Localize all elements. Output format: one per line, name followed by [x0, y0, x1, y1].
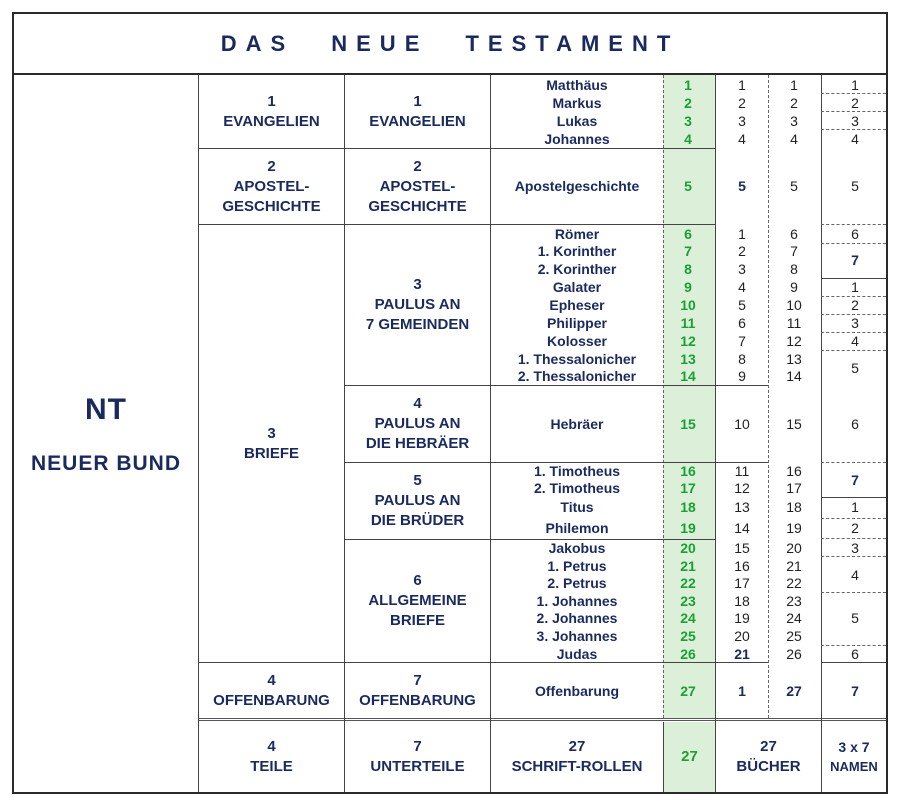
subgroup-num: 4	[413, 395, 422, 412]
subgroup-num: 1	[413, 92, 422, 110]
subgroup-evangelien	[345, 75, 490, 148]
nt-label: NEUER BUND	[30, 451, 181, 475]
book-number: 4	[684, 131, 692, 147]
count-col-3: 4	[851, 131, 859, 147]
page-title: DAS NEUE TESTAMENT	[220, 31, 680, 56]
subgroup-num: 6	[413, 572, 422, 589]
subgroup-label: APOSTEL-	[379, 177, 456, 195]
book-name: 3. Johannes	[536, 628, 618, 644]
book-number: 19	[680, 520, 696, 536]
book-number: 1	[684, 77, 692, 93]
count-col-3: 3	[851, 113, 859, 129]
footer-teile	[199, 722, 344, 792]
col-divider-7	[821, 75, 822, 792]
count-col-3: 5	[851, 360, 859, 376]
book-name: Judas	[556, 646, 598, 662]
footer-label: NAMEN	[830, 759, 878, 774]
footer-green	[664, 722, 715, 792]
group-offenbarung	[199, 663, 344, 718]
count-col-2: 13	[786, 351, 802, 367]
book-name: Epheser	[549, 297, 605, 313]
count-col-3: 5	[851, 610, 859, 626]
book-name: Galater	[552, 279, 602, 295]
book-number: 8	[684, 261, 692, 277]
book-number: 10	[680, 297, 696, 313]
count-col-1: 12	[734, 480, 750, 496]
footer-label: UNTERTEILE	[370, 758, 465, 775]
group-num: 2	[267, 157, 276, 175]
footer-num: 27	[681, 748, 698, 765]
footer-rollen	[491, 722, 663, 792]
book-number: 15	[680, 416, 696, 432]
book-name: Philipper	[547, 315, 607, 331]
footer-num: 7	[413, 738, 422, 755]
count-col-1: 1	[738, 77, 746, 93]
book-number: 27	[680, 683, 696, 699]
subgroup-label: PAULUS AN	[374, 415, 461, 432]
subgroup-label: GESCHICHTE	[368, 197, 467, 215]
count-col-3: 6	[851, 646, 859, 662]
book-number: 17	[680, 480, 696, 496]
count-col-3: 1	[851, 279, 859, 295]
book-name: Lukas	[556, 113, 598, 129]
book-name: Philemon	[545, 520, 609, 536]
count-col-2: 25	[786, 628, 802, 644]
book-name: Matthäus	[546, 77, 608, 93]
count-col-2: 26	[786, 646, 802, 662]
group-label: BRIEFE	[243, 444, 299, 462]
col-divider-3	[490, 75, 491, 792]
book-number: 26	[680, 646, 696, 662]
count-col-1: 10	[734, 416, 750, 432]
count-col-1: 8	[738, 351, 746, 367]
count-col-3: 7	[851, 252, 859, 268]
subgroup-label: EVANGELIEN	[369, 112, 466, 130]
book-name: Römer	[554, 226, 600, 242]
count-col-2: 9	[790, 279, 798, 295]
subgroup-num: 5	[413, 472, 422, 489]
c3-sep-16	[821, 592, 886, 593]
count-col-3: 3	[851, 540, 859, 556]
subgroup-label: DIE BRÜDER	[370, 512, 465, 529]
group-label: APOSTEL-	[233, 177, 310, 195]
count-col-1: 9	[738, 368, 746, 384]
subgroup-label: PAULUS AN	[374, 296, 461, 313]
book-name: 1. Petrus	[547, 558, 607, 574]
footer-namen	[822, 722, 886, 792]
subgroup-label: DIE HEBRÄER	[365, 435, 470, 452]
book-number: 16	[680, 463, 696, 479]
count-col-1: 13	[734, 499, 750, 515]
footer-label: TEILE	[250, 758, 293, 775]
book-number: 14	[680, 368, 696, 384]
count-col-1: 16	[734, 558, 750, 574]
book-name: Apostelgeschichte	[514, 178, 640, 194]
book-number: 2	[684, 95, 692, 111]
book-number: 25	[680, 628, 696, 644]
footer-label: SCHRIFT-ROLLEN	[511, 758, 643, 775]
book-number: 13	[680, 351, 696, 367]
footer-num: 4	[267, 738, 276, 755]
count-col-3: 1	[851, 499, 859, 515]
count-col-1: 1	[738, 683, 746, 699]
group-evangelien	[199, 75, 344, 148]
count-col-2: 7	[790, 243, 798, 259]
count-col-3: 1	[851, 77, 859, 93]
nt-cell	[14, 75, 198, 792]
subgroup-num: 2	[413, 157, 422, 175]
book-name: Kolosser	[547, 333, 607, 349]
subgroup-num: 3	[413, 276, 422, 293]
footer-num: 3 x 7	[838, 739, 870, 755]
book-number: 21	[680, 558, 696, 574]
count-col-1: 5	[738, 178, 746, 194]
count-col-1: 18	[734, 593, 750, 609]
subgroup-offenbarung	[345, 663, 490, 718]
footer-num: 27	[568, 738, 586, 755]
count-col-2: 4	[790, 131, 798, 147]
count-col-2: 20	[786, 540, 802, 556]
subgroup-label: OFFENBARUNG	[359, 691, 476, 709]
col-divider-5	[715, 75, 716, 792]
c1-line-a	[715, 385, 768, 386]
book-name: 1. Timotheus	[533, 463, 621, 479]
count-col-2: 27	[786, 683, 802, 699]
count-col-1: 2	[738, 95, 746, 111]
c3-sep-10	[821, 350, 886, 351]
book-number: 24	[680, 610, 696, 626]
count-col-1: 3	[738, 113, 746, 129]
book-name: Offenbarung	[535, 683, 619, 699]
subgroup-num: 7	[413, 671, 422, 689]
count-col-3: 4	[851, 333, 859, 349]
count-col-1: 4	[738, 131, 746, 147]
subgroup-gemeinden	[345, 225, 490, 385]
book-number: 11	[680, 315, 696, 331]
count-col-1: 6	[738, 315, 746, 331]
book-number: 5	[684, 178, 692, 194]
subgroup-allgemeine	[345, 540, 490, 662]
count-col-3: 2	[851, 95, 859, 111]
count-col-3: 6	[851, 416, 859, 432]
book-name: 2. Thessalonicher	[517, 368, 637, 384]
count-col-2: 2	[790, 95, 798, 111]
count-col-2: 5	[790, 178, 798, 194]
count-col-2: 18	[786, 499, 802, 515]
group-num: 3	[267, 424, 276, 442]
count-col-2: 12	[786, 333, 802, 349]
book-name: 1. Thessalonicher	[517, 351, 637, 367]
count-col-3: 2	[851, 520, 859, 536]
group-label: OFFENBARUNG	[213, 691, 330, 709]
book-name: Hebräer	[550, 416, 604, 432]
book-name: 1. Johannes	[536, 593, 618, 609]
count-col-3: 3	[851, 315, 859, 331]
group-num: 1	[267, 92, 276, 110]
count-col-1: 19	[734, 610, 750, 626]
count-col-1: 17	[734, 575, 750, 591]
book-number: 7	[684, 243, 692, 259]
count-col-2: 17	[786, 480, 802, 496]
book-number: 20	[680, 540, 696, 556]
book-number: 12	[680, 333, 696, 349]
book-name: 1. Korinther	[537, 243, 617, 259]
book-number: 22	[680, 575, 696, 591]
count-col-1: 1	[738, 226, 746, 242]
subgroup-hebraeer	[345, 386, 490, 462]
subgroup-brueder	[345, 463, 490, 539]
book-number: 23	[680, 593, 696, 609]
nt-abbr: NT	[85, 392, 127, 426]
count-col-1: 4	[738, 279, 746, 295]
count-col-2: 19	[786, 520, 802, 536]
book-number: 6	[684, 226, 692, 242]
count-col-1: 5	[738, 297, 746, 313]
c3-sep-11	[821, 462, 886, 463]
book-number: 18	[680, 499, 696, 515]
count-col-2: 22	[786, 575, 802, 591]
count-col-3: 2	[851, 297, 859, 313]
group-briefe	[199, 225, 344, 662]
book-name: Jakobus	[548, 540, 606, 556]
book-name: 2. Petrus	[547, 575, 607, 591]
count-col-2: 1	[790, 77, 798, 93]
group-num: 4	[267, 671, 276, 689]
subgroup-label: BRIEFE	[389, 612, 445, 629]
count-col-1: 7	[738, 333, 746, 349]
count-col-1: 15	[734, 540, 750, 556]
count-col-2: 23	[786, 593, 802, 609]
count-col-2: 16	[786, 463, 802, 479]
count-col-2: 3	[790, 113, 798, 129]
subgroup-label: 7 GEMEINDEN	[365, 316, 470, 333]
col-divider-6	[768, 75, 769, 718]
book-name: 2. Korinther	[537, 261, 617, 277]
subgroup-label: ALLGEMEINE	[368, 592, 467, 609]
book-name: Titus	[560, 499, 594, 515]
subgroup-apostel	[345, 149, 490, 224]
count-col-2: 8	[790, 261, 798, 277]
count-col-2: 24	[786, 610, 802, 626]
c3-sep-5	[821, 243, 886, 244]
count-col-3: 5	[851, 178, 859, 194]
count-col-2: 6	[790, 226, 798, 242]
count-col-1: 20	[734, 628, 750, 644]
subgroup-label: PAULUS AN	[374, 492, 461, 509]
footer-num: 27	[760, 738, 777, 755]
count-col-2: 11	[786, 315, 802, 331]
count-col-1: 14	[734, 520, 750, 536]
count-col-2: 15	[786, 416, 802, 432]
count-col-1: 3	[738, 261, 746, 277]
footer-label: BÜCHER	[736, 758, 801, 775]
count-col-1: 11	[734, 463, 750, 479]
count-col-2: 14	[786, 368, 802, 384]
book-number: 9	[684, 279, 692, 295]
count-col-2: 21	[786, 558, 802, 574]
group-label: EVANGELIEN	[223, 112, 320, 130]
count-col-2: 10	[786, 297, 802, 313]
count-col-3: 7	[851, 472, 859, 488]
book-number: 3	[684, 113, 692, 129]
count-col-1: 21	[734, 646, 750, 662]
book-name: 2. Johannes	[536, 610, 618, 626]
footer-buecher	[716, 722, 821, 792]
count-col-3: 7	[851, 683, 859, 699]
count-col-1: 2	[738, 243, 746, 259]
book-name: Johannes	[544, 131, 610, 147]
group-apostel	[199, 149, 344, 224]
book-name: 2. Timotheus	[533, 480, 621, 496]
group-label: GESCHICHTE	[222, 197, 321, 215]
count-col-3: 4	[851, 567, 859, 583]
footer-unterteile	[345, 722, 490, 792]
book-name: Markus	[552, 95, 602, 111]
count-col-3: 6	[851, 226, 859, 242]
